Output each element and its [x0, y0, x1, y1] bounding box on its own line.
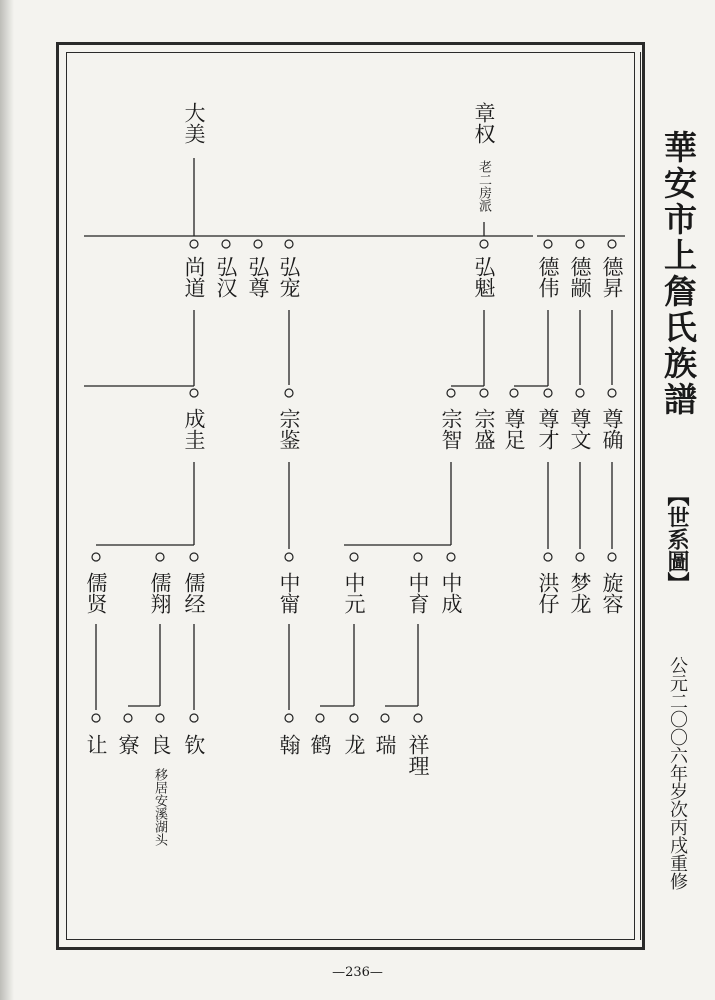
name-zongsheng: 宗盛: [472, 408, 496, 450]
name-zhongxiao: 中甯: [277, 572, 301, 614]
name-zunwen: 尊文: [568, 408, 592, 450]
name-hongchong: 弘宠: [277, 256, 301, 298]
name-qin: 钦: [182, 734, 206, 755]
name-honghan: 弘汉: [214, 256, 238, 298]
book-title: 華安市上詹氏族譜: [659, 130, 698, 418]
name-shangdao: 尚道: [182, 256, 206, 298]
name-rui: 瑞: [373, 734, 397, 755]
name-zongzhi: 宗智: [439, 408, 463, 450]
name-zhongyu: 中育: [406, 572, 430, 614]
page-number: —236—: [332, 965, 383, 980]
revision-date: 公元二〇〇六年岁次丙戌重修: [667, 656, 688, 890]
name-ruxiang: 儒翔: [148, 572, 172, 614]
name-zunzu: 尊足: [502, 408, 526, 450]
note-liang: 移居安溪湖头: [152, 768, 167, 846]
name-zuncai: 尊才: [536, 408, 560, 450]
name-zhangquan: 章权: [472, 102, 496, 144]
name-zunque: 尊确: [600, 408, 624, 450]
name-dewei: 德伟: [536, 256, 560, 298]
name-zhongcheng: 中成: [439, 572, 463, 614]
name-han: 翰: [277, 734, 301, 755]
name-rang: 让: [84, 734, 108, 755]
name-menglong: 梦龙: [568, 572, 592, 614]
note-zhangquan: 老二房派: [476, 160, 491, 212]
name-hongzai: 洪仔: [536, 572, 560, 614]
name-zhongyuan: 中元: [342, 572, 366, 614]
name-liao: 寮: [116, 734, 140, 755]
name-hongzun: 弘尊: [246, 256, 270, 298]
section-title: 【世系圖】: [664, 484, 690, 594]
name-zongjian: 宗鉴: [277, 408, 301, 450]
name-rujing: 儒经: [182, 572, 206, 614]
name-hongkui: 弘魁: [472, 256, 496, 298]
name-liang: 良: [148, 734, 172, 755]
name-chenggui: 成圭: [182, 408, 206, 450]
name-long: 龙: [342, 734, 366, 755]
name-dami: 大美: [182, 102, 206, 144]
name-he: 鹤: [308, 734, 332, 755]
name-dezhuan: 德颛: [568, 256, 592, 298]
name-ruxian: 儒贤: [84, 572, 108, 614]
name-xuanrong: 旋容: [600, 572, 624, 614]
name-desheng: 德昇: [600, 256, 624, 298]
name-xiangli: 祥理: [406, 734, 430, 776]
